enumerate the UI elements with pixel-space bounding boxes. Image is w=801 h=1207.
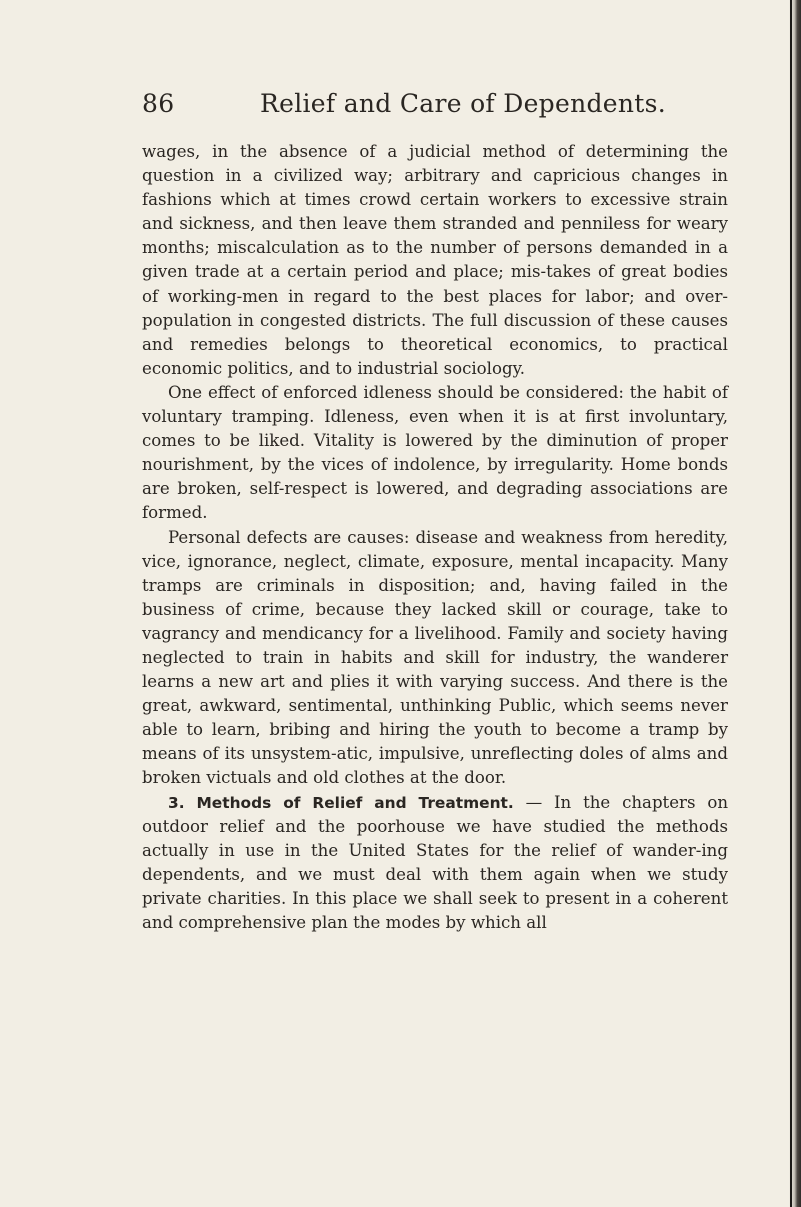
section-text: — In the chapters on outdoor relief and the poorhouse we have studied the methods actually in use in the United States for the relief of wander-ing dependents, and we must deal with them again when we study private charities. In this place we shall seek to present in a coherent and comprehensive plan the modes by which all (142, 792, 729, 932)
section-heading: 3. Methods of Relief and Treatment. (168, 793, 514, 812)
page-header (142, 86, 742, 122)
page-number: 86 (142, 89, 175, 118)
paragraph-voluntary-tramping: One effect of enforced idleness should be considered: the habit of voluntary tramping. Idleness, even when it is at first involuntary, comes to be liked. Vitality is lowered by the diminution of proper nourishment, by the vices of indolence, by irregularity. Home bonds are broken, self-respect is lowered, and degrading associations are formed. (142, 382, 728, 523)
running-title: Relief and Care of Dependents. (260, 89, 666, 118)
paragraph-personal-defects: Personal defects are causes: disease and weakness from heredity, vice, ignorance, neglect, climate, exposure, mental incapacity. Many tramps are criminals in disposition; and, having failed in the business of crime, because they lacked skill or courage, take to vagrancy and mendicancy for a livelihood. Family and society having neglected to train in habits and skill for industry, the wanderer learns a new art and plies it with varying success. And there is the great, awkward, sentimental, unthinking Public, which seems never able to learn, bribing and hiring the youth to become a tramp by means of its unsystem-atic, impulsive, unreflecting doles of alms and broken victuals and old clothes at the door. (142, 527, 728, 788)
paragraph-methods-of-relief (142, 791, 728, 936)
page-edge-line (790, 0, 792, 1207)
page-body (142, 140, 728, 935)
paragraph-continued: wages, in the absence of a judicial method of determining the question in a civilized way; arbitrary and capricious changes in fashions which at times crowd certain workers to excessive strain and sickness, and then leave them stranded and penniless for weary months; miscalculation as to the number of persons demanded in a given trade at a certain period and place; mis-takes of great bodies of working-men in regard to the best places for labor; and over-population in congested districts. The full discussion of these causes and remedies belongs to theoretical economics, to practical economic politics, and to industrial sociology. (142, 142, 728, 378)
